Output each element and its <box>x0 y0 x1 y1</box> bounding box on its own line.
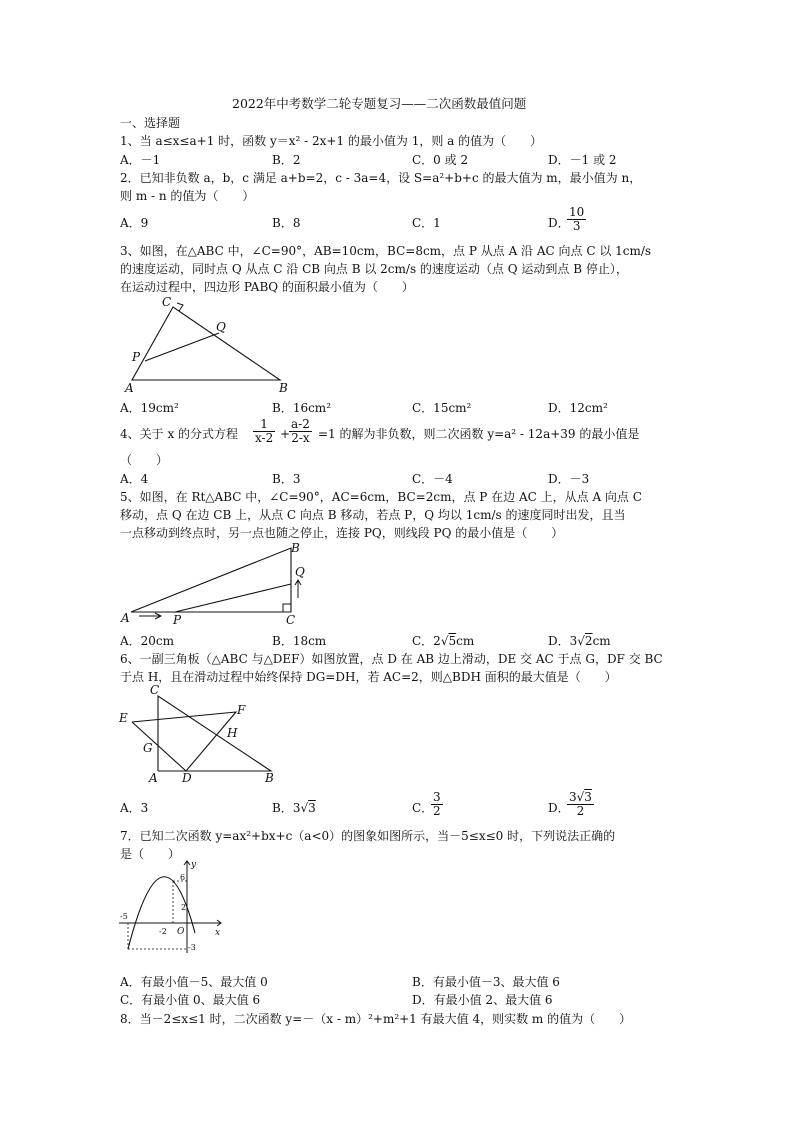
q5-label-c: C <box>286 613 296 627</box>
q5-option-b[interactable]: B．18cm <box>272 634 327 648</box>
q2-stem-line2: 则 m - n 的值为（ ） <box>120 189 255 203</box>
q2-d-numerator: 10 <box>569 205 585 219</box>
q2-option-d-fraction <box>567 206 586 233</box>
q3-option-b[interactable]: B．16cm² <box>272 401 331 415</box>
q5-stem-line2: 移动，点 Q 在边 CB 上，从点 C 向点 B 移动，若点 P，Q 均以 1cm/s 的速度同时出发，且当 <box>120 508 626 522</box>
sqrt-icon: √ <box>300 801 309 815</box>
q6-label-f: F <box>237 703 246 717</box>
q4-f1-denominator: x-2 <box>255 431 274 445</box>
q2-d-denominator: 3 <box>572 219 581 233</box>
q6-option-b[interactable] <box>272 800 316 816</box>
q4-stem-start: 4、关于 x 的分式方程 <box>120 427 239 441</box>
q6-triangles-figure <box>115 682 285 786</box>
q7-parabola-graph <box>115 857 225 957</box>
q3-stem-line2: 的速度运动，同时点 Q 从点 C 沿 CB 向点 B 以 2cm/s 的速度运动（点 Q 运动到点 B 停止）， <box>120 262 628 276</box>
q5-label-a: A <box>121 611 130 625</box>
q4-plus-sign: + <box>280 427 291 441</box>
q6-stem-line2: 于点 H，且在滑动过程中始终保持 DG=DH，若 AC=2，则△BDH 面积的最大值是（ ） <box>120 670 617 684</box>
q6-option-d[interactable]: D． <box>548 801 570 815</box>
q7-label-neg3: -3 <box>188 943 196 952</box>
sqrt-icon: √ <box>576 790 585 804</box>
q3-label-q: Q <box>216 320 226 334</box>
q6-d-denominator: 2 <box>576 804 585 818</box>
q6-option-d-fraction <box>567 791 594 818</box>
q3-stem-line3: 在运动过程中，四边形 PABQ 的面积最小值为（ ） <box>120 280 414 294</box>
q4-f1-numerator: 1 <box>253 418 275 432</box>
q5-stem-line1: 5、如图，在 Rt△ABC 中，∠C=90°，AC=6cm，BC=2cm，点 P 在边 AC 上，从点 A 向点 C <box>120 490 642 504</box>
q7-stem-line1: 7．已知二次函数 y=ax²+bx+c（a<0）的图象如图所示，当－5≤x≤0 时，下列说法正确的 <box>120 829 616 843</box>
q6-option-c-fraction <box>431 791 443 818</box>
q6-label-a: A <box>149 771 158 785</box>
q6-option-c[interactable]: C． <box>412 801 434 815</box>
q6-c-numerator: 3 <box>433 790 441 804</box>
q7-option-c[interactable]: C．有最小值 0、最大值 6 <box>120 993 261 1007</box>
q5-option-c[interactable] <box>412 633 474 649</box>
q3-option-d[interactable]: D．12cm² <box>548 401 608 415</box>
q3-label-c: C <box>162 295 172 309</box>
q6-d-coef: 3 <box>569 790 577 804</box>
q4-f2-numerator: a-2 <box>291 417 310 431</box>
q3-label-b: B <box>279 381 288 395</box>
q7-label-2: 2 <box>181 903 187 912</box>
q7-stem-line2: 是（ ） <box>120 847 181 861</box>
q5-c-radicand: 5 <box>448 634 457 648</box>
q6-label-e: E <box>119 711 128 725</box>
q8-stem: 8．当－2≤x≤1 时，二次函数 y=－（x - m）²+m²+1 有最大值 4，则实数 m 的值为（ ） <box>120 1012 632 1026</box>
q3-label-p: P <box>132 350 141 364</box>
q6-label-g: G <box>143 741 153 755</box>
q6-b-radicand: 3 <box>308 801 316 815</box>
q5-d-label: D．3 <box>548 634 578 648</box>
q6-label-b: B <box>265 771 274 785</box>
q6-c-denominator: 2 <box>433 804 441 818</box>
q6-label-c: C <box>150 683 160 697</box>
q4-option-a[interactable]: A．4 <box>120 472 149 486</box>
q5-c-unit: cm <box>456 634 475 648</box>
section-heading: 一、选择题 <box>120 116 181 130</box>
q2-option-a[interactable]: A．9 <box>120 216 149 230</box>
q4-stem-end: =1 的解为非负数，则二次函数 y=a² - 12a+39 的最小值是 <box>318 427 640 441</box>
q6-label-d: D <box>182 771 192 785</box>
q4-option-d[interactable]: D．－3 <box>548 472 590 486</box>
q4-fraction-1 <box>253 418 275 445</box>
q7-label-neg2: -2 <box>159 927 167 936</box>
q7-label-y: y <box>191 860 197 870</box>
q4-stem-line2: （ ） <box>120 453 169 467</box>
q5-d-radicand: 2 <box>584 634 593 648</box>
q4-fraction-2 <box>289 418 312 445</box>
q7-label-origin: O <box>177 927 185 937</box>
q7-option-a[interactable]: A．有最小值－5、最大值 0 <box>120 975 268 989</box>
q6-d-radicand: 3 <box>584 790 592 804</box>
q4-f2-denominator: 2-x <box>291 431 310 445</box>
q3-triangle-figure <box>115 295 305 395</box>
q7-option-b[interactable]: B．有最小值－3、最大值 6 <box>412 975 560 989</box>
page-title: 2022年中考数学二轮专题复习——二次函数最值问题 <box>232 96 527 111</box>
q5-label-b: B <box>291 541 300 555</box>
q4-option-b[interactable]: B．3 <box>272 472 301 486</box>
q1-option-c[interactable]: C．0 或 2 <box>412 153 469 167</box>
q1-option-d[interactable]: D．－1 或 2 <box>548 153 617 167</box>
q2-option-d[interactable]: D． <box>548 216 570 230</box>
q5-option-a[interactable]: A．20cm <box>120 634 175 648</box>
q2-stem-line1: 2．已知非负数 a，b，c 满足 a+b=2，c - 3a=4，设 S=a²+b+c 的最大值为 m，最小值为 n， <box>120 171 642 185</box>
q6-b-label: B．3 <box>272 801 301 815</box>
q5-stem-line3: 一点移动到终点时，另一点也随之停止，连接 PQ，则线段 PQ 的最小值是（ ） <box>120 526 564 540</box>
q6-stem-line1: 6、一副三角板（△ABC 与△DEF）如图放置，点 D 在 AB 边上滑动，DE 交 AC 于点 G，DF 交 BC <box>120 652 663 666</box>
q3-option-c[interactable]: C．15cm² <box>412 401 472 415</box>
q7-label-neg5: -5 <box>120 912 128 921</box>
q3-stem-line1: 3、如图，在△ABC 中，∠C=90°，AB=10cm，BC=8cm，点 P 从点 A 沿 AC 向点 C 以 1cm/s <box>120 244 652 258</box>
sqrt-icon: √ <box>577 634 585 648</box>
q4-option-c[interactable]: C．－4 <box>412 472 453 486</box>
q5-label-q: Q <box>295 565 305 579</box>
q1-option-b[interactable]: B．2 <box>272 153 301 167</box>
q3-label-a: A <box>125 381 134 395</box>
q5-d-unit: cm <box>592 634 611 648</box>
q2-option-b[interactable]: B．8 <box>272 216 301 230</box>
q7-label-x: x <box>215 928 221 938</box>
q6-d-numerator <box>567 791 594 805</box>
q5-triangle-figure <box>115 540 315 630</box>
q7-option-d[interactable]: D．有最小值 2、最大值 6 <box>412 993 553 1007</box>
q5-label-p: P <box>173 613 182 627</box>
q2-option-c[interactable]: C．1 <box>412 216 441 230</box>
q6-label-h: H <box>227 726 238 740</box>
q5-option-d[interactable] <box>548 633 611 649</box>
q6-option-a[interactable]: A．3 <box>120 801 149 815</box>
q1-stem: 1、当 a≤x≤a+1 时，函数 y＝x² - 2x+1 的最小值为 1，则 a 的值为（ ） <box>120 134 543 148</box>
q1-option-a[interactable]: A．－1 <box>120 153 161 167</box>
q7-label-6: 6 <box>180 873 186 882</box>
q3-option-a[interactable]: A．19cm² <box>120 401 179 415</box>
q5-c-label: C．2 <box>412 634 441 648</box>
sqrt-icon: √ <box>440 634 449 648</box>
